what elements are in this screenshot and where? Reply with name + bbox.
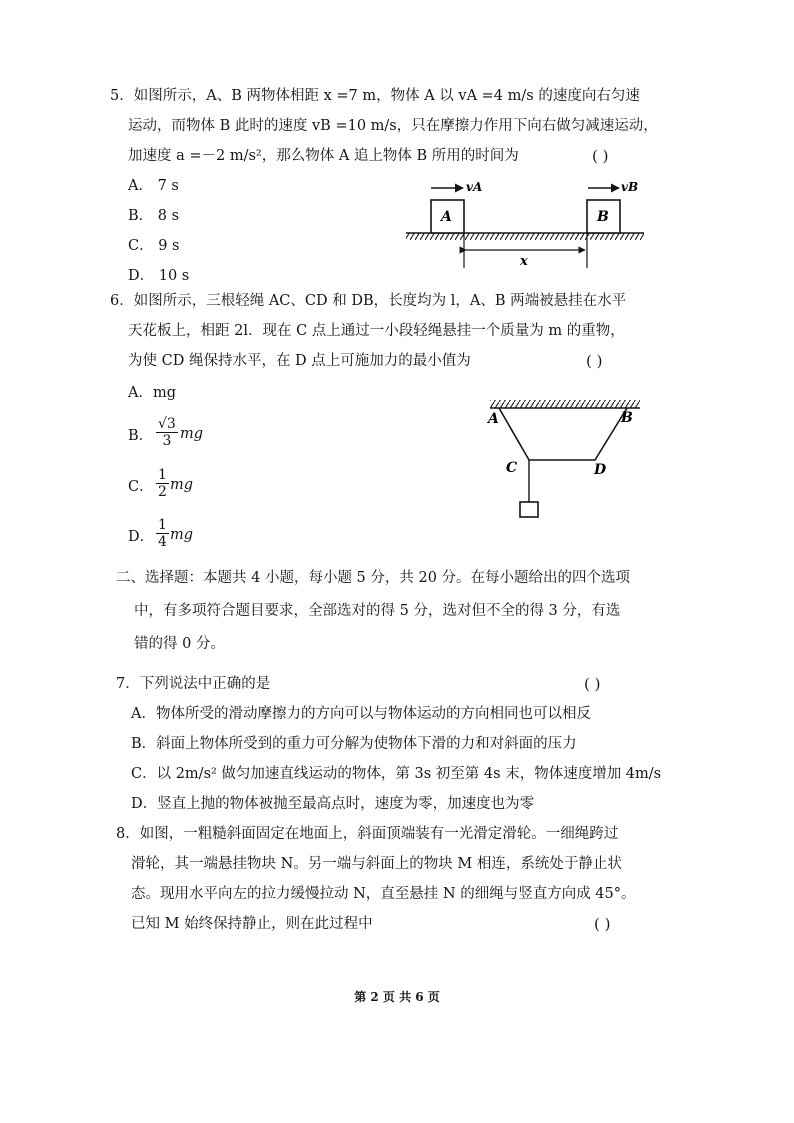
q5-answer-paren: ( ) <box>592 147 609 165</box>
block-a-label: A <box>441 209 452 225</box>
q5-option-c: C． 9 s <box>128 238 180 254</box>
q6-option-d-denominator: 4 <box>158 534 167 550</box>
q5-figure <box>400 176 650 276</box>
ground-hatch <box>406 233 644 240</box>
q6-option-c-fraction <box>156 467 169 500</box>
q6-figure <box>484 394 646 524</box>
q8-stem-line-3: 态。现用水平向左的拉力缓慢拉动 N，直至悬挂 N 的细绳与竖直方向成 45°。 <box>131 886 636 902</box>
q5-stem-line-2: 运动，而物体 B 此时的速度 vB =10 m/s，只在摩擦力作用下向右做匀减速运动， <box>128 118 658 134</box>
q6-option-d-numerator: 1 <box>158 517 167 533</box>
q7-option-c: C．以 2m/s² 做匀加速直线运动的物体，第 3s 初至第 4s 末，物体速度增加 4m/s <box>131 766 662 782</box>
q6-option-b-unit: mg <box>180 426 204 442</box>
q6-stem-line-1: 6．如图所示，三根轻绳 AC、CD 和 DB，长度均为 l，A、B 两端被悬挂在水平 <box>110 293 627 309</box>
velocity-a-label: vA <box>466 180 483 194</box>
weight-block <box>520 502 538 517</box>
rope-ac-cd-db <box>499 408 627 460</box>
q6-option-b-prefix: B． <box>128 428 154 444</box>
q6-option-c-unit: mg <box>170 477 194 493</box>
q8-stem-line-1: 8．如图，一粗糙斜面固定在地面上，斜面顶端装有一光滑定滑轮。一细绳跨过 <box>116 826 619 842</box>
q5-stem-line-3: 加速度 a =－2 m/s²，那么物体 A 追上物体 B 所用的时间为 <box>128 148 519 164</box>
q8-stem-line-2: 滑轮，其一端悬挂物块 N。另一端与斜面上的物块 M 相连，系统处于静止状 <box>131 856 622 872</box>
point-c-label: C <box>506 460 518 476</box>
q7-option-b: B．斜面上物体所受到的重力可分解为使物体下滑的力和对斜面的压力 <box>131 736 577 752</box>
block-b-label: B <box>597 209 609 225</box>
q7-answer-paren: ( ) <box>584 675 601 693</box>
point-b-label: B <box>621 410 633 426</box>
section2-heading-line-1: 二、选择题：本题共 4 小题，每小题 5 分，共 20 分。在每小题给出的四个选项 <box>116 570 631 586</box>
section2-heading-line-2: 中，有多项符合题目要求，全部选对的得 5 分，选对但不全的得 3 分，有选 <box>134 603 621 619</box>
velocity-b-label: vB <box>621 180 639 194</box>
q5-option-b: B． 8 s <box>128 208 180 224</box>
distance-label: x <box>520 254 528 269</box>
q6-option-c-denominator: 2 <box>158 484 167 500</box>
page-footer: 第 2 页 共 6 页 <box>354 990 440 1004</box>
q6-option-a: A．mg <box>128 385 177 401</box>
q8-answer-paren: ( ) <box>594 915 611 933</box>
q6-option-b-numerator: √3 <box>158 416 176 432</box>
q6-stem-line-3: 为使 CD 绳保持水平，在 D 点上可施加力的最小值为 <box>128 353 471 369</box>
q6-option-b-fraction <box>156 416 178 449</box>
q5-stem-line-1: 5．如图所示，A、B 两物体相距 x =7 m，物体 A 以 vA =4 m/s 的速度向右匀速 <box>110 88 640 104</box>
q6-stem-line-2: 天花板上，相距 2l．现在 C 点上通过一小段轻绳悬挂一个质量为 m 的重物， <box>128 323 625 339</box>
q6-option-d-unit: mg <box>170 527 194 543</box>
q8-stem-line-4: 已知 M 始终保持静止，则在此过程中 <box>131 916 373 932</box>
q6-option-d-prefix: D． <box>128 529 155 545</box>
q5-option-a: A． 7 s <box>128 178 179 194</box>
q5-option-d: D． 10 s <box>128 268 190 284</box>
q6-option-c-prefix: C． <box>128 479 154 495</box>
q7-option-d: D．竖直上抛的物体被抛至最高点时，速度为零，加速度也为零 <box>131 796 535 812</box>
ceiling-hatch <box>490 400 640 408</box>
q6-option-b-denominator: 3 <box>162 433 172 449</box>
section2-heading-line-3: 错的得 0 分。 <box>134 636 225 652</box>
point-d-label: D <box>594 462 607 478</box>
q6-option-d-fraction <box>156 517 169 550</box>
q7-option-a: A．物体所受的滑动摩擦力的方向可以与物体运动的方向相同也可以相反 <box>131 706 591 722</box>
q6-answer-paren: ( ) <box>586 352 603 370</box>
point-a-label: A <box>488 411 499 427</box>
q7-stem: 7．下列说法中正确的是 <box>116 676 271 692</box>
q6-option-c-numerator: 1 <box>158 467 167 483</box>
